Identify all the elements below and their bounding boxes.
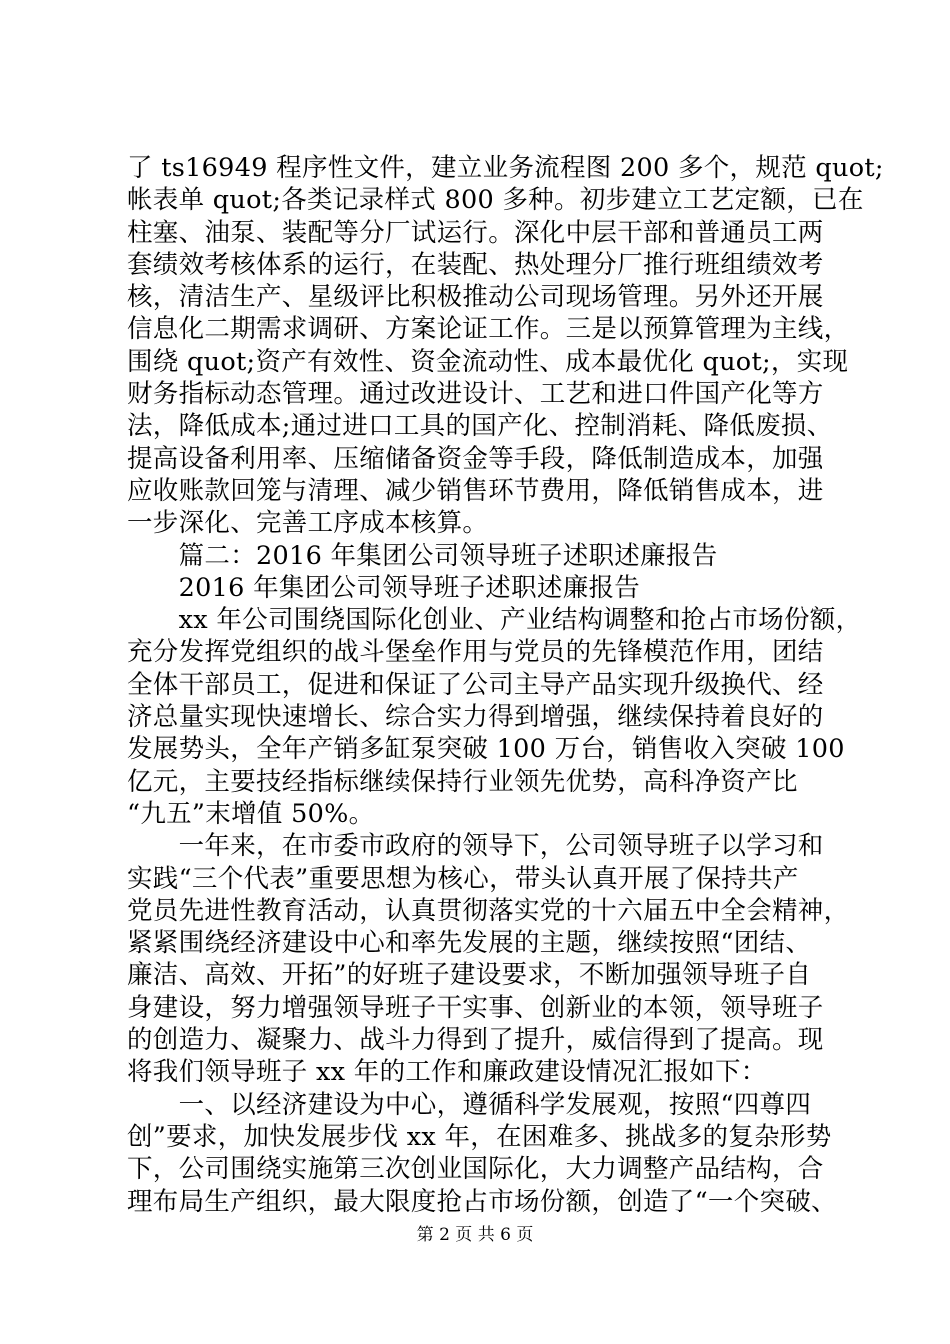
text-line: 廉洁、高效、开拓”的好班子建设要求，不断加强领导班子自 [127, 960, 812, 991]
document-body [127, 152, 884, 1218]
text-line: 下，公司围绕实施第三次创业国际化，大力调整产品结构，合 [127, 1154, 824, 1185]
text-line: 亿元，主要技经指标继续保持行业领先优势，高科净资产比 [127, 766, 798, 797]
text-line: 发展势头，全年产销多缸泵突破 100 万台，销售收入突破 100 [127, 734, 845, 765]
text-line: 柱塞、油泵、装配等分厂试运行。深化中层干部和普通员工两 [127, 217, 824, 248]
text-line: 全体干部员工，促进和保证了公司主导产品实现升级换代、经 [127, 669, 824, 700]
text-line: “九五”末增值 50%。 [127, 798, 375, 829]
text-line: 济总量实现快速增长、综合实力得到增强，继续保持着良好的 [127, 702, 824, 733]
text-line: 党员先进性教育活动，认真贯彻落实党的十六届五中全会精神， [127, 895, 850, 926]
text-line: 的创造力、凝聚力、战斗力得到了提升，威信得到了提高。现 [127, 1025, 824, 1056]
text-line: 了 ts16949 程序性文件，建立业务流程图 200 多个，规范 quot; [127, 153, 884, 183]
text-line: 核，清洁生产、星级评比积极推动公司现场管理。另外还开展 [127, 282, 824, 313]
text-line: 一、以经济建设为中心，遵循科学发展观，按照“四尊四 [127, 1089, 812, 1120]
text-line: 身建设，努力增强领导班子干实事、创新业的本领，领导班子 [127, 992, 824, 1023]
text-line: 将我们领导班子 xx 年的工作和廉政建设情况汇报如下： [127, 1057, 767, 1088]
text-line: 应收账款回笼与清理、减少销售环节费用，降低销售成本，进 [127, 475, 824, 506]
text-line: 理布局生产组织，最大限度抢占市场份额，创造了“一个突破、 [127, 1186, 837, 1217]
text-line: 充分发挥党组织的战斗堡垒作用与党员的先锋模范作用，团结 [127, 637, 824, 668]
text-line: 信息化二期需求调研、方案论证工作。三是以预算管理为主线， [127, 314, 850, 345]
report-title: 2016 年集团公司领导班子述职述廉报告 [127, 572, 641, 603]
text-line: 围绕 quot;资产有效性、资金流动性、成本最优化 quot;，实现 [127, 346, 849, 377]
text-line: 一步深化、完善工序成本核算。 [127, 508, 489, 539]
text-line: 提高设备利用率、压缩储备资金等手段，降低制造成本，加强 [127, 443, 824, 474]
text-line: 紧紧围绕经济建设中心和率先发展的主题，继续按照“团结、 [127, 928, 812, 959]
text-line: 帐表单 quot;各类记录样式 800 多种。初步建立工艺定额，已在 [127, 185, 864, 216]
section-heading: 篇二：2016 年集团公司领导班子述职述廉报告 [127, 540, 718, 571]
text-line: 实践“三个代表”重要思想为核心，带头认真开展了保持共产 [127, 863, 799, 894]
text-line: 套绩效考核体系的运行，在装配、热处理分厂推行班组绩效考 [127, 249, 824, 280]
text-line: 法，降低成本;通过进口工具的国产化、控制消耗、降低废损、 [127, 411, 833, 442]
text-line: 一年来，在市委市政府的领导下，公司领导班子以学习和 [127, 831, 824, 862]
page-number-footer: 第 2 页 共 6 页 [416, 1225, 534, 1245]
text-line: 财务指标动态管理。通过改进设计、工艺和进口件国产化等方 [127, 379, 824, 410]
text-line: xx 年公司围绕国际化创业、产业结构调整和抢占市场份额， [127, 605, 862, 636]
text-line: 创”要求，加快发展步伐 xx 年，在困难多、挑战多的复杂形势 [127, 1121, 832, 1152]
